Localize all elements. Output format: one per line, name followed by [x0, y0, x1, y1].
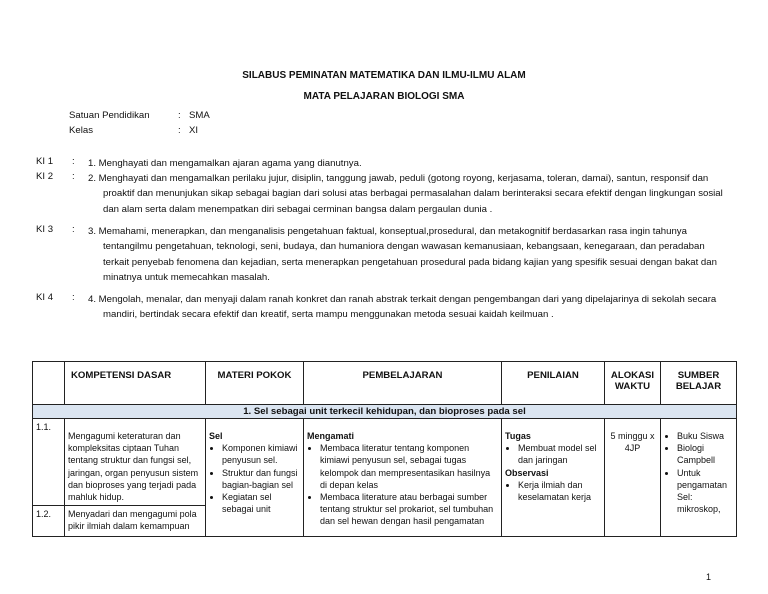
header-kompetensi-dasar — [65, 362, 206, 405]
sumber-list — [664, 430, 733, 515]
ki-code: KI 3 — [36, 224, 54, 235]
header-alokasi-waktu — [605, 362, 661, 405]
list-item: • Biologi Campbell — [677, 442, 733, 466]
ki-text — [88, 156, 728, 171]
ki-line: proaktif dan menunjukan sikap sebagai bagian dari solusi atas berbagai permasalahan dalam berinteraksi secara efektif dengan lingkungan sosial — [103, 188, 723, 200]
ki-text — [88, 171, 728, 217]
header-pembelajaran: PEMBELAJARAN — [304, 362, 502, 405]
list-item: • Membaca literatur tentang komponen kimiawi penyusun sel, sebagai tugas kelompok dan mempresentasikan hasilnya di depan kelas — [320, 442, 498, 491]
document-subtitle: MATA PELAJARAN BIOLOGI SMA — [303, 91, 465, 102]
syllabus-table — [32, 361, 737, 537]
list-item: • Untuk pengamatan Sel: mikroskop, — [677, 467, 733, 516]
ki-text — [88, 224, 728, 285]
ki-code: KI 4 — [36, 292, 54, 303]
list-item: • Buku Siswa — [677, 430, 733, 442]
header-materi-pokok: MATERI POKOK — [206, 362, 304, 405]
sumber-cell — [661, 419, 737, 537]
kd-num-cell — [33, 506, 65, 537]
ki-line: dan alam serta dalam menempatkan diri sebagai cerminan bangsa dalam pergaulan dunia . — [103, 203, 493, 215]
ki-line: 3. Memahami, menerapkan, dan menganalisis pengetahuan faktual, konseptual,prosedural, dan metakognitif berdasarkan rasa ingin tahunya — [88, 226, 687, 237]
list-item: • Komponen kimiawi penyusun sel. — [222, 442, 300, 466]
materi-cell — [206, 419, 304, 537]
kd-text-cell — [65, 506, 206, 537]
penilaian-title-tugas: Tugas — [505, 431, 531, 441]
alokasi-value: 5 minggu x 4JP — [610, 431, 655, 454]
page-number: 1 — [706, 572, 712, 582]
penilaian-list — [505, 442, 601, 466]
list-item: • Membaca literature atau berbagai sumber tentang struktur sel prokariot, sel tumbuhan dan sel hewan dengan hasil pengamatan — [320, 491, 498, 528]
ki-line: 1. Menghayati dan mengamalkan ajaran agama yang dianutnya. — [88, 158, 362, 169]
meta-colon: : — [178, 110, 181, 121]
header-label: ALOKASI WAKTU — [610, 370, 655, 392]
penilaian-title-observasi: Observasi — [505, 467, 549, 478]
kd-number: 1.1. — [36, 422, 52, 432]
ki-line: minatnya untuk memecahkan masalah. — [103, 271, 270, 283]
penilaian-cell — [502, 419, 605, 537]
header-sumber-belajar — [661, 362, 737, 405]
header-label: KOMPETENSI DASAR — [71, 370, 172, 381]
pembelajaran-title: Mengamati — [307, 431, 355, 441]
list-item: • Membuat model sel dan jaringan — [518, 442, 601, 466]
penilaian-list — [505, 479, 601, 503]
ki-line: 2. Menghayati dan mengamalkan perilaku jujur, disiplin, tanggung jawab, peduli (gotong royong, kerjasama, toleran, damai), santun, responsif dan — [88, 173, 709, 184]
ki-code: KI 2 — [36, 171, 54, 182]
header-label: SUMBER BELAJAR — [675, 370, 722, 392]
meta-label-satuan: Satuan Pendidikan — [69, 110, 150, 121]
list-item: • Kerja ilmiah dan keselamatan kerja — [518, 479, 601, 503]
ki-colon: : — [72, 224, 75, 235]
ki-line: tentangilmu pengetahuan, teknologi, seni, budaya, dan humaniora dengan wawasan kemanusiaan, kebangsaan, kenegaraan, dan peradaban — [103, 241, 705, 253]
ki-colon: : — [72, 171, 75, 182]
ki-code: KI 1 — [36, 156, 54, 167]
header-penilaian: PENILAIAN — [502, 362, 605, 405]
document-title: SILABUS PEMINATAN MATEMATIKA DAN ILMU-ILMU ALAM — [242, 70, 526, 81]
meta-value-kelas: XI — [189, 125, 199, 136]
alokasi-cell — [605, 419, 661, 537]
list-item: • Struktur dan fungsi bagian-bagian sel — [222, 467, 300, 491]
materi-list — [209, 442, 300, 515]
meta-value-satuan: SMA — [189, 110, 210, 121]
kd-number: 1.2. — [36, 509, 52, 520]
kd-text-cell — [65, 419, 206, 506]
ki-line: terkait penyebab fenomena dan kejadian, serta menerapkan pengetahuan prosedural pada bidang kajian yang spesifik sesuai dengan bakat dan — [103, 256, 717, 268]
ki-line: 4. Mengolah, menalar, dan menyaji dalam ranah konkret dan ranah abstrak terkait dengan pengembangan dari yang dipelajarinya di sekolah secara — [88, 294, 717, 305]
section-band: 1. Sel sebagai unit terkecil kehidupan, dan bioproses pada sel — [33, 405, 737, 419]
ki-line: mandiri, bertindak secara efektif dan kreatif, serta mampu menggunakan metoda sesuai kaidah keilmuan . — [103, 309, 554, 321]
pembelajaran-cell — [304, 419, 502, 537]
materi-title: Sel — [209, 431, 223, 441]
list-item: • Kegiatan sel sebagai unit — [222, 491, 300, 515]
ki-colon: : — [72, 156, 75, 167]
header-kd-num-cell — [33, 362, 65, 405]
kd-num-cell — [33, 419, 65, 506]
ki-colon: : — [72, 292, 75, 303]
pembelajaran-list — [307, 442, 498, 527]
ki-text — [88, 292, 728, 323]
meta-label-kelas: Kelas — [69, 125, 93, 136]
kd-text: Menyadari dan mengagumi pola pikir ilmiah dalam kemampuan — [68, 509, 197, 532]
kd-text: Mengagumi keteraturan dan kompleksitas ciptaan Tuhan tentang struktur dan fungsi sel, jaringan, organ penyusun sistem dan bioproses yang terjadi pada mahluk hidup. — [68, 431, 199, 503]
meta-colon: : — [178, 125, 181, 136]
